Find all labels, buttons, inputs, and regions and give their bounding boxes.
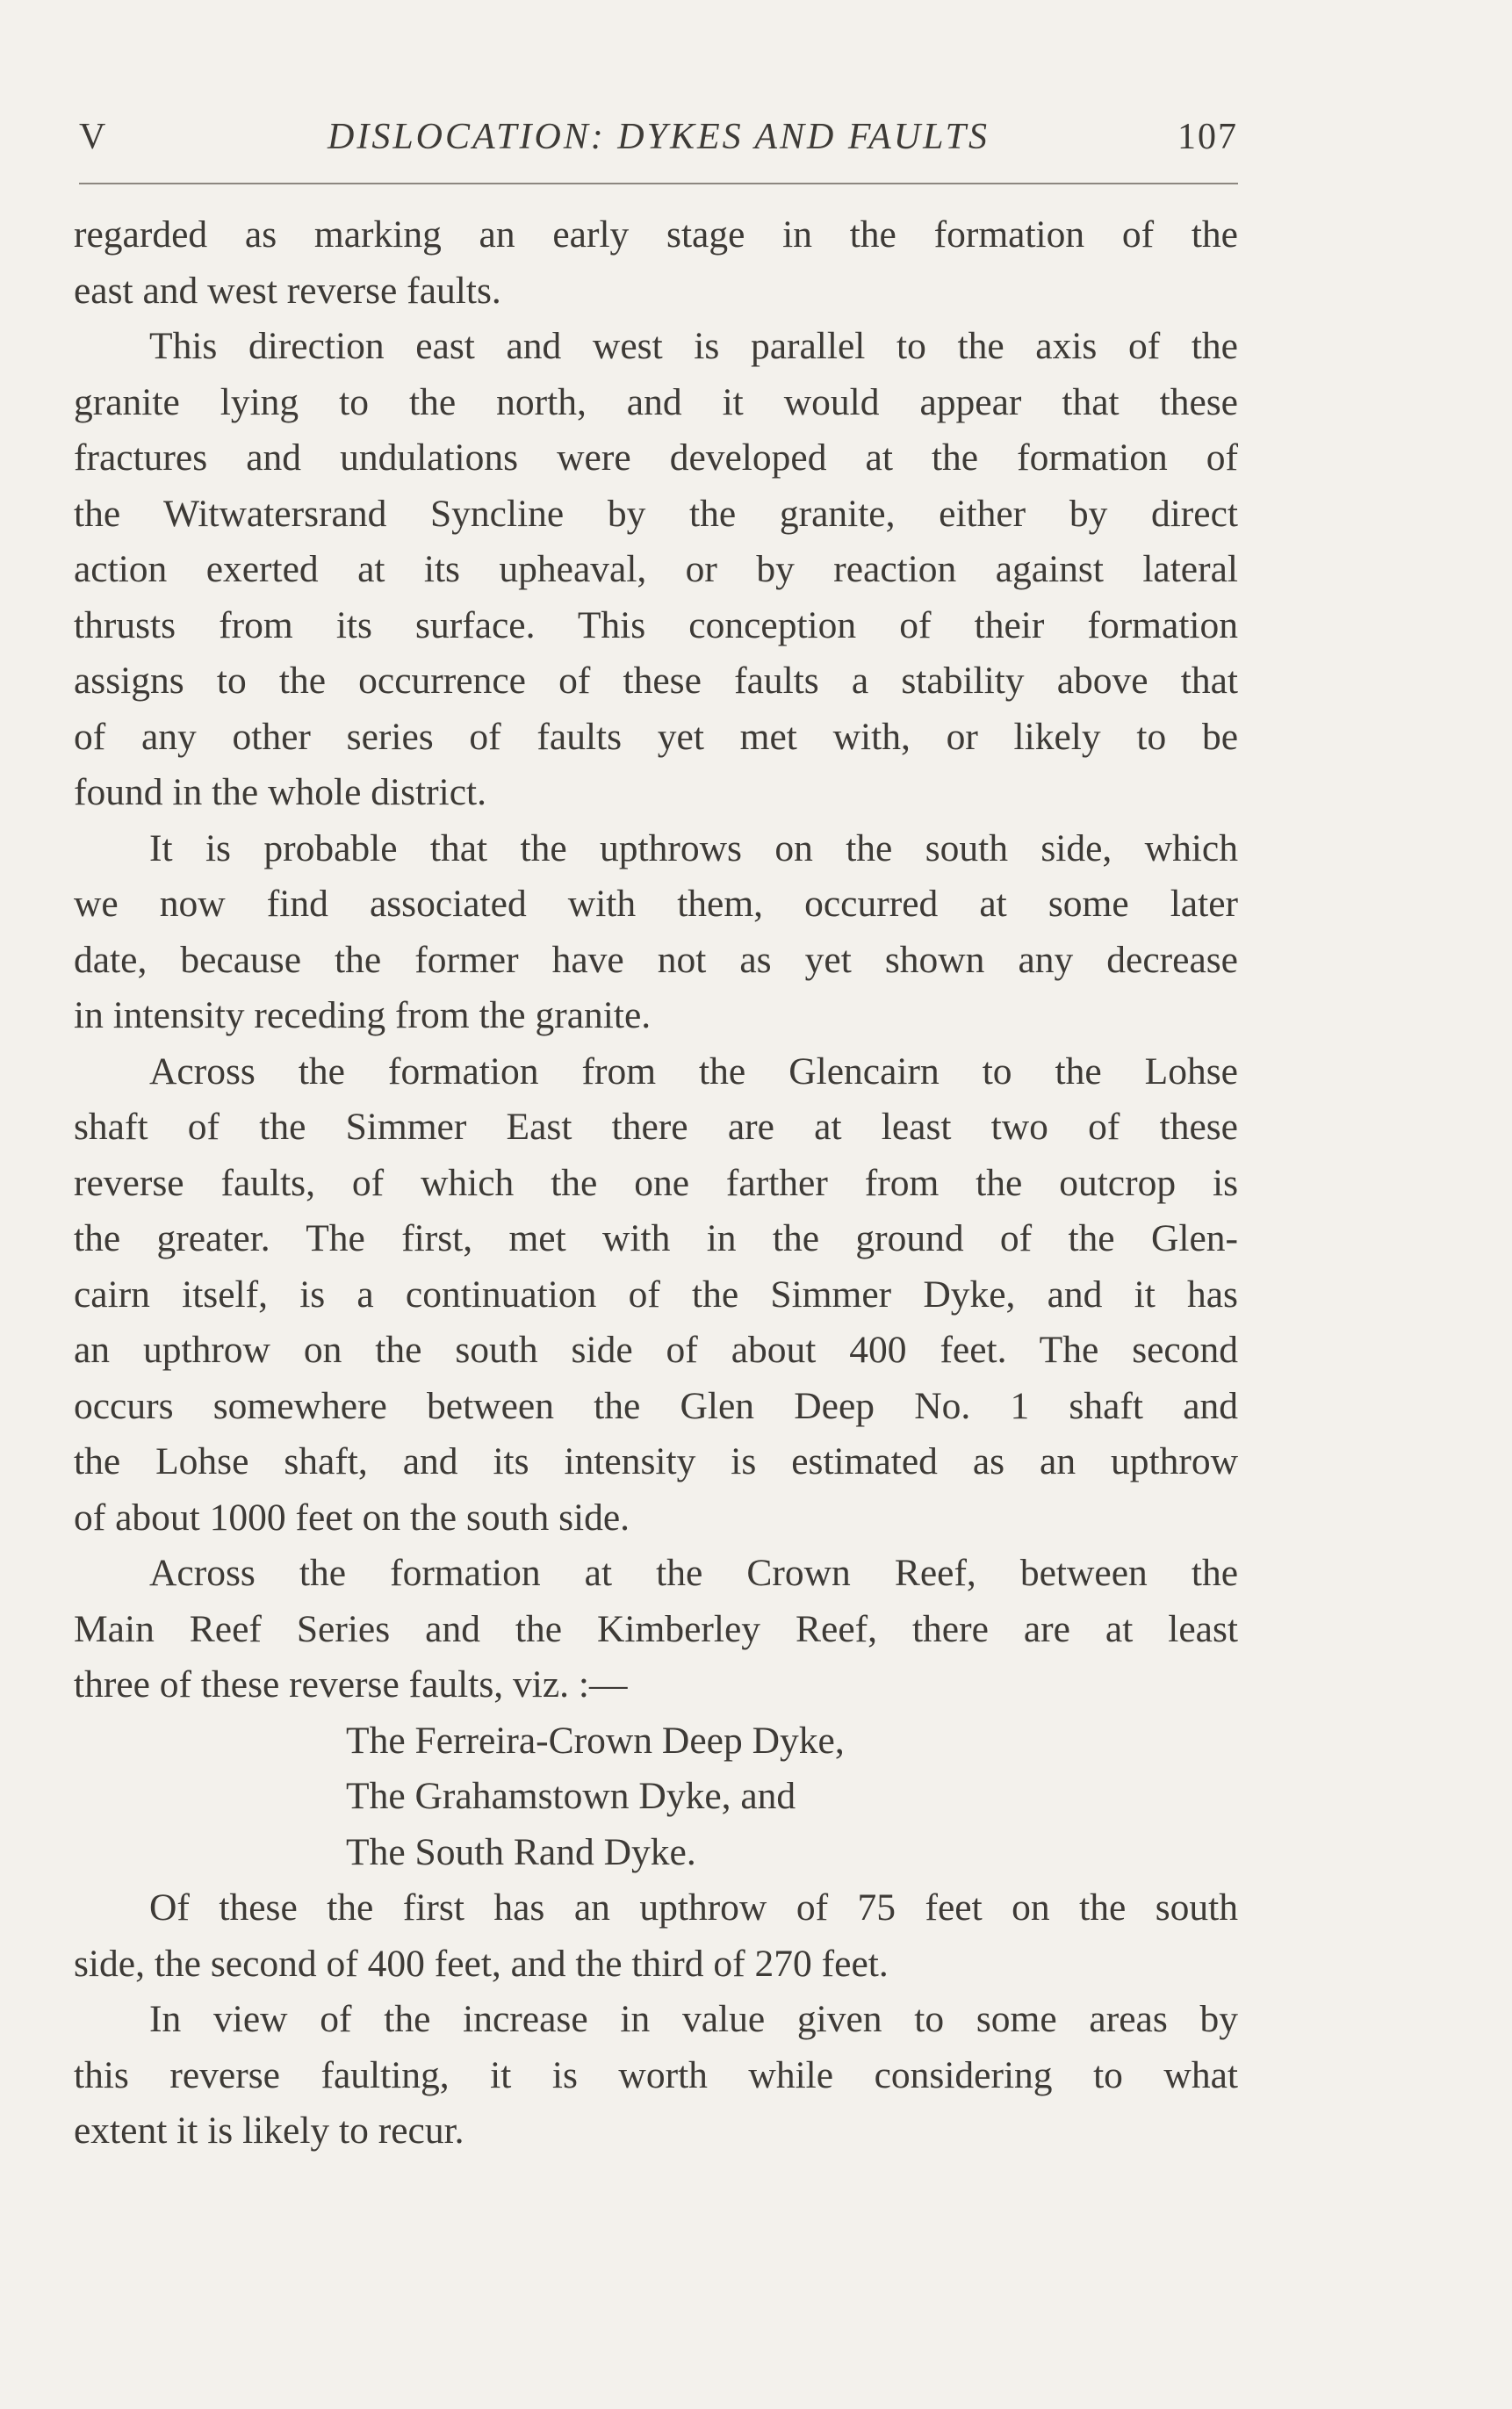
text-line: the greater. The first, met with in the ground of the Glen-	[74, 1217, 1238, 1259]
text-line: the Lohse shaft, and its intensity is estimated as an upthrow	[74, 1440, 1238, 1482]
text-line: cairn itself, is a continuation of the Simmer Dyke, and it has	[74, 1273, 1238, 1316]
text-line: thrusts from its surface. This conception of their formation	[74, 603, 1238, 646]
dyke-list-item: The Ferreira-Crown Deep Dyke,	[346, 1719, 845, 1762]
text-line: found in the whole district.	[74, 771, 486, 813]
text-line: action exerted at its upheaval, or by reaction against lateral	[74, 548, 1238, 590]
text-line: assigns to the occurrence of these faults a stability above that	[74, 660, 1238, 702]
text-line: of about 1000 feet on the south side.	[74, 1496, 630, 1539]
text-line: this reverse faulting, it is worth while considering to what	[74, 2053, 1238, 2096]
page-number: 107	[1177, 117, 1238, 157]
text-line: occurs somewhere between the Glen Deep No. 1 shaft and	[74, 1384, 1238, 1427]
text-line: fractures and undulations were developed at the formation of	[74, 436, 1238, 479]
text-line: This direction east and west is parallel to the axis of the	[149, 325, 1238, 367]
text-line: Across the formation from the Glencairn to the Lohse	[149, 1049, 1238, 1093]
text-line: side, the second of 400 feet, and the third of 270 feet.	[74, 1942, 889, 1985]
body-text	[74, 207, 1238, 2160]
text-line: Main Reef Series and the Kimberley Reef, there are at least	[74, 1607, 1238, 1650]
text-line: we now find associated with them, occurred at some later	[74, 883, 1238, 925]
running-title: DISLOCATION: DYKES AND FAULTS	[328, 117, 990, 157]
text-line: three of these reverse faults, viz. :—	[74, 1663, 628, 1706]
text-line: In view of the increase in value given to some areas by	[149, 1998, 1238, 2040]
header-rule	[79, 183, 1238, 184]
text-line: date, because the former have not as yet shown any decrease	[74, 938, 1238, 981]
text-line: reverse faults, of which the one farther from the outcrop is	[74, 1161, 1238, 1204]
text-line: extent it is likely to recur.	[74, 2110, 464, 2152]
text-line: Across the formation at the Crown Reef, between the	[149, 1552, 1238, 1594]
running-head	[79, 116, 1238, 165]
text-line: Of these the first has an upthrow of 75 feet on the south	[149, 1886, 1238, 1929]
text-line: the Witwatersrand Syncline by the granite, either by direct	[74, 492, 1238, 535]
text-line: regarded as marking an early stage in the formation of the	[74, 213, 1238, 256]
text-line: It is probable that the upthrows on the south side, which	[149, 826, 1238, 869]
text-line: an upthrow on the south side of about 400 feet. The second	[74, 1329, 1238, 1371]
text-line: in intensity receding from the granite.	[74, 994, 652, 1036]
chapter-number: V	[79, 117, 108, 157]
dyke-list-item: The Grahamstown Dyke, and	[346, 1775, 796, 1817]
dyke-list-item: The South Rand Dyke.	[346, 1830, 696, 1873]
text-line: granite lying to the north, and it would appear that these	[74, 380, 1238, 423]
text-line: of any other series of faults yet met with, or likely to be	[74, 715, 1238, 758]
text-line: east and west reverse faults.	[74, 269, 501, 312]
text-line: shaft of the Simmer East there are at least two of these	[74, 1106, 1238, 1148]
